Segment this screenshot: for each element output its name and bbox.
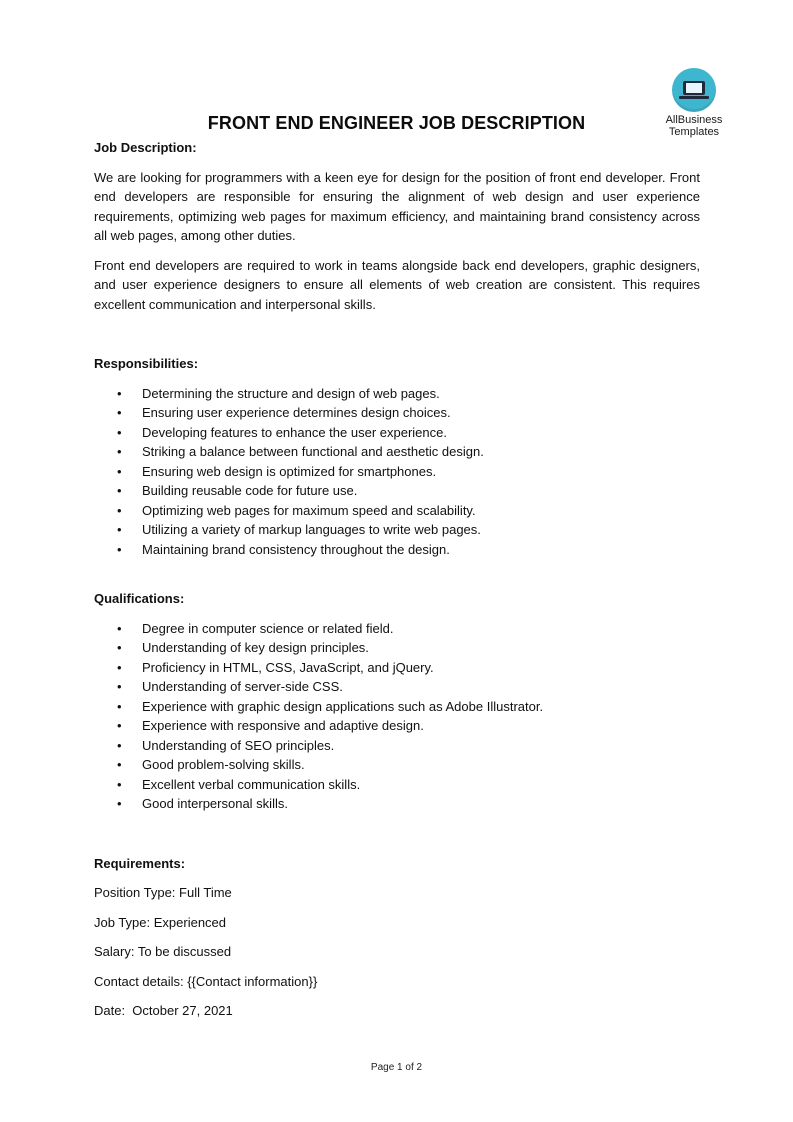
list-item: • Understanding of key design principles.: [94, 638, 700, 658]
logo-line-2: Templates: [668, 126, 720, 138]
logo-line-1: AllBusiness: [665, 114, 723, 126]
list-item: • Striking a balance between functional and aesthetic design.: [94, 442, 700, 462]
contact-details: Contact details: {{Contact information}}: [94, 973, 318, 989]
document-title: FRONT END ENGINEER JOB DESCRIPTION: [207, 113, 586, 133]
list-item: • Maintaining brand consistency throughout the design.: [94, 540, 700, 560]
laptop-base: [679, 96, 709, 99]
list-item: • Experience with responsive and adaptive design.: [94, 716, 700, 736]
list-item: • Understanding of SEO principles.: [94, 736, 700, 756]
responsibilities-heading: Responsibilities:: [94, 356, 199, 371]
requirements-heading: Requirements:: [94, 855, 186, 871]
list-item: • Excellent verbal communication skills.: [94, 775, 700, 795]
list-item: • Ensuring web design is optimized for smartphones.: [94, 462, 700, 482]
list-item: • Proficiency in HTML, CSS, JavaScript, and jQuery.: [94, 658, 700, 678]
qualifications-list: [94, 619, 700, 814]
list-item: • Utilizing a variety of markup languages to write web pages.: [94, 520, 700, 540]
laptop-icon: [672, 68, 716, 112]
list-item: • Developing features to enhance the user experience.: [94, 423, 700, 443]
list-item: • Good interpersonal skills.: [94, 794, 700, 814]
page-number: Page 1 of 2: [370, 1062, 423, 1073]
job-type: Job Type: Experienced: [94, 914, 227, 930]
date: Date: October 27, 2021: [94, 1003, 233, 1018]
qualifications-heading: Qualifications:: [94, 591, 185, 606]
list-item: • Experience with graphic design applications such as Adobe Illustrator.: [94, 697, 700, 717]
salary: Salary: To be discussed: [94, 944, 232, 959]
position-type: Position Type: Full Time: [94, 885, 232, 900]
list-item: • Ensuring user experience determines design choices.: [94, 403, 700, 423]
job-description-heading: Job Description:: [94, 140, 197, 155]
list-item: • Understanding of server-side CSS.: [94, 677, 700, 697]
list-item: • Good problem-solving skills.: [94, 755, 700, 775]
job-description-paragraph-1: We are looking for programmers with a keen eye for design for the position of front end developer. Front end developers are responsible for ensuring the alignment of web design and user experience requirements, optimizing web pages for maximum efficiency, and maintaining brand consistency across all web pages, among other duties.: [94, 169, 700, 243]
job-description-paragraph-2: Front end developers are required to work in teams alongside back end developers, graphic designers, and user experience designers to ensure all elements of web creation are consistent. This requires excellent communication and interpersonal skills.: [94, 257, 700, 312]
list-item: • Building reusable code for future use.: [94, 481, 700, 501]
laptop-screen: [686, 83, 702, 93]
document-body: [94, 138, 700, 1021]
list-item: • Optimizing web pages for maximum speed and scalability.: [94, 501, 700, 521]
list-item: • Determining the structure and design of web pages.: [94, 384, 700, 404]
list-item: • Degree in computer science or related field.: [94, 619, 700, 639]
laptop-body: [683, 81, 705, 95]
responsibilities-list: [94, 384, 700, 560]
